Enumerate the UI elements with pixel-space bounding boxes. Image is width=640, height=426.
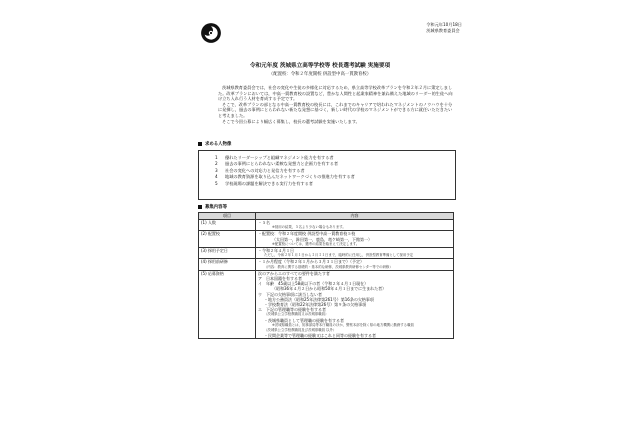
value-line: ・１か月程度（令和２年１月から３月３１日まで）（予定） [258,259,364,265]
row-key: (5) 応募資格 [199,270,256,339]
value-line: ・学校教育法（昭和22年法律第26号）第９条の欠格事項 [264,302,367,308]
row-key: (4) 採用前研修 [199,259,256,270]
row-value [256,231,454,248]
value-note: （茨城県公立学校教職員及び茨城県職員 以外） [264,328,337,333]
list-number: 3 [215,167,218,173]
table-row [199,259,454,270]
list-text: 社会の変化への対応力と発信力を有する者 [225,167,305,173]
section-heading-recruitment [198,204,227,210]
value-line: （昭和36年４月２日から昭和50年４月１日までに生まれた者） [272,286,387,292]
value-note: （内容：教育に関する基礎的・基本的な研修，茨城県教育研修センター等での研修） [264,264,393,269]
section-heading-text: 募集内容等 [205,205,227,210]
value-line: ア 日本国籍を有する者 [258,276,302,282]
value-line: ・民間企業等で管理職の経験又はこれと同等の経験を有する者 [264,333,376,339]
intro-paragraph: そこで今回公募により幅広く募集し，校長の選考試験を実施いたします。 [222,118,360,124]
value-line: エ 下記の管理職等の経験を有する者 [258,307,326,313]
value-line: ・地方公務員法（昭和25年法律第261号）第16条の欠格事項 [264,296,374,302]
list-number: 2 [215,161,218,167]
value-line: ・５名 [258,220,270,225]
list-number: 4 [215,174,218,180]
column-header-content: 内容 [256,213,454,220]
section-heading-text: 求める人物像 [205,142,232,147]
document-meta [426,22,462,34]
issuer: 茨城県教育委員会 [426,28,460,33]
list-number: 1 [215,155,218,160]
row-value [256,220,454,231]
list-item [215,181,455,187]
table-row [199,220,454,231]
value-note: ※採用の結果，５名より少ない場合もあります。 [272,225,346,230]
value-line: ・配置校：令和２年度開校 併設型中高一貫教育校５校 [258,231,356,237]
table-row [199,270,454,339]
row-key: (3) 採用予定日 [199,248,256,259]
table-row [199,231,454,248]
row-value [256,248,454,259]
row-key: (1) 人数 [199,220,256,231]
value-note: ※配置校については，選考の結果を踏まえて決定します。 [272,241,360,246]
list-text: 学校現場の課題を解決できる実行力を有する者 [225,180,313,186]
list-number: 5 [215,180,218,186]
value-line: （太田第一，鉾田第一，鹿島，竜ケ崎第一，下館第一） [272,236,372,242]
intro-paragraph: 茨城県教育委員会では，社会の変化や生徒の多様化に対応するため，県立高等学校改革プランを令和２年２月に策定しました。改革プランにおいては，中高一貫教育校の設置など，豊かな人間性と起業家精神を兼ね備えた地域のリーダー的生徒へ向け立ち入れ行う人材を育成する予定です。 [218,85,453,102]
row-key: (2) 配置校 [199,231,256,248]
value-note: （茨城県公立学校教職員又は茨城県職員） [264,312,329,317]
value-note: ただし，令和２年１月１日から３月３１日まで，臨時的に任用し，併設型教育準備として採用予定 [264,253,414,258]
issue-date: 令和元年10月18日 [426,22,462,27]
row-value [256,259,454,270]
intro-text [218,85,453,124]
value-note: ※茨城県職員とは，知事部局等本庁職員のほか，警察本部を除く県の地方機関に勤務する職員 [272,322,414,327]
value-line: イ 年齢 45歳以上58歳以下の者（令和２年４月１日現在） [258,281,369,287]
page-title: 令和元年度 茨城県立高等学校等 校長選考試験 実施要項 [249,63,391,69]
recruitment-table [198,212,454,339]
square-bullet-icon [198,205,202,209]
square-bullet-icon [198,142,202,146]
value-line: ・茨城県職員として管理職の経験を有する者 [264,317,344,323]
list-text: 優れたリーダーシップと組織マネジメント能力を有する者 [225,155,334,160]
list-text: 過去の事例にとらわれない柔軟な発想力と企画力を有する者 [225,161,339,167]
persona-box [198,150,456,200]
table-row [199,248,454,259]
page-subtitle: （配置校：令和２年度開校 併設型中高一貫教育校） [268,72,372,77]
intro-paragraph: そこで，改革プランの部となる中高一貫教育校の校長には，これまでのキャリアで培われたマネジメントのノウハウを十分に発揮し，過去の事例にとらわれない新たな発想に基づく，新しい時代の学校のマネジメントができる方に就任いただきたいと考えました。 [218,101,453,118]
value-line: ・令和２年４月１日 [258,248,294,254]
section-heading-persona [198,141,231,147]
value-line: 次のアからエのすべての要件を満たす者 [258,270,330,276]
prefecture-emblem-icon [200,22,222,44]
row-value [256,270,454,339]
value-line: ウ 下記の欠格事項に該当しない者 [258,291,322,297]
table-header-row [199,213,454,220]
list-text: 地域の教育資源を取り込んだネットワークづくりの推進力を有する者 [225,174,355,180]
column-header-item: 項目 [199,213,256,220]
